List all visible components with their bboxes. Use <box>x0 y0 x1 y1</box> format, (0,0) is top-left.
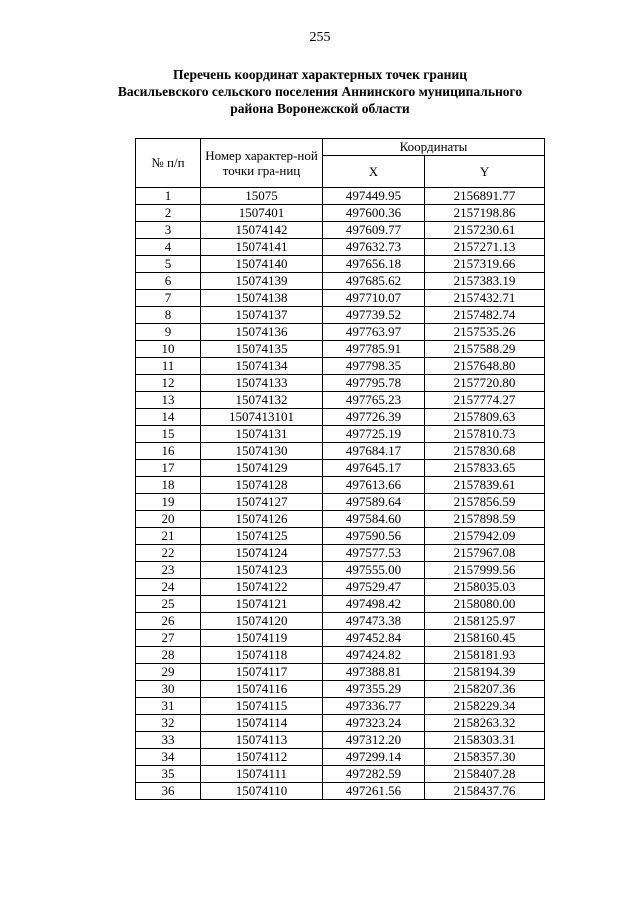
cell-y: 2157856.59 <box>425 494 545 511</box>
cell-y: 2157942.09 <box>425 528 545 545</box>
cell-row-number: 29 <box>136 664 201 681</box>
cell-x: 497388.81 <box>323 664 425 681</box>
cell-x: 497600.36 <box>323 205 425 222</box>
cell-point-number: 15074129 <box>201 460 323 477</box>
cell-row-number: 9 <box>136 324 201 341</box>
title-line: Васильевского сельского поселения Аннинского муниципального <box>117 84 523 99</box>
cell-x: 497336.77 <box>323 698 425 715</box>
cell-point-number: 1507413101 <box>201 409 323 426</box>
cell-y: 2158303.31 <box>425 732 545 749</box>
table-row <box>136 341 545 358</box>
cell-point-number: 15074132 <box>201 392 323 409</box>
table-row <box>136 205 545 222</box>
table-row <box>136 562 545 579</box>
table-row <box>136 749 545 766</box>
table-row <box>136 630 545 647</box>
cell-y: 2157482.74 <box>425 307 545 324</box>
cell-row-number: 4 <box>136 239 201 256</box>
header-coordinates: Координаты <box>323 139 545 156</box>
cell-y: 2158407.28 <box>425 766 545 783</box>
cell-row-number: 26 <box>136 613 201 630</box>
cell-row-number: 8 <box>136 307 201 324</box>
cell-row-number: 21 <box>136 528 201 545</box>
table-row <box>136 188 545 205</box>
cell-x: 497312.20 <box>323 732 425 749</box>
cell-y: 2158080.00 <box>425 596 545 613</box>
cell-x: 497684.17 <box>323 443 425 460</box>
table-row <box>136 239 545 256</box>
cell-point-number: 15074110 <box>201 783 323 800</box>
cell-y: 2157833.65 <box>425 460 545 477</box>
table-row <box>136 392 545 409</box>
cell-y: 2158194.39 <box>425 664 545 681</box>
cell-row-number: 11 <box>136 358 201 375</box>
cell-x: 497613.66 <box>323 477 425 494</box>
cell-x: 497795.78 <box>323 375 425 392</box>
cell-y: 2157432.71 <box>425 290 545 307</box>
cell-row-number: 16 <box>136 443 201 460</box>
cell-point-number: 15074127 <box>201 494 323 511</box>
cell-y: 2157839.61 <box>425 477 545 494</box>
cell-row-number: 6 <box>136 273 201 290</box>
cell-point-number: 15074131 <box>201 426 323 443</box>
table-row <box>136 698 545 715</box>
cell-point-number: 15074116 <box>201 681 323 698</box>
cell-x: 497261.56 <box>323 783 425 800</box>
cell-row-number: 34 <box>136 749 201 766</box>
cell-row-number: 12 <box>136 375 201 392</box>
cell-x: 497452.84 <box>323 630 425 647</box>
table-row <box>136 579 545 596</box>
cell-row-number: 7 <box>136 290 201 307</box>
table-row <box>136 596 545 613</box>
cell-y: 2158357.30 <box>425 749 545 766</box>
cell-row-number: 23 <box>136 562 201 579</box>
cell-y: 2158207.36 <box>425 681 545 698</box>
table-row <box>136 545 545 562</box>
cell-x: 497529.47 <box>323 579 425 596</box>
cell-x: 497739.52 <box>323 307 425 324</box>
cell-x: 497798.35 <box>323 358 425 375</box>
cell-x: 497299.14 <box>323 749 425 766</box>
cell-x: 497725.19 <box>323 426 425 443</box>
cell-row-number: 36 <box>136 783 201 800</box>
cell-point-number: 15075 <box>201 188 323 205</box>
table-row <box>136 511 545 528</box>
cell-x: 497765.23 <box>323 392 425 409</box>
coordinates-table <box>135 138 545 800</box>
cell-row-number: 13 <box>136 392 201 409</box>
title-line: района Воронежской области <box>230 101 410 116</box>
cell-x: 497282.59 <box>323 766 425 783</box>
cell-row-number: 17 <box>136 460 201 477</box>
cell-row-number: 14 <box>136 409 201 426</box>
cell-point-number: 15074122 <box>201 579 323 596</box>
table-row <box>136 256 545 273</box>
cell-row-number: 3 <box>136 222 201 239</box>
cell-x: 497584.60 <box>323 511 425 528</box>
cell-point-number: 15074123 <box>201 562 323 579</box>
cell-y: 2157898.59 <box>425 511 545 528</box>
header-x: X <box>323 156 425 188</box>
cell-x: 497609.77 <box>323 222 425 239</box>
cell-point-number: 15074125 <box>201 528 323 545</box>
cell-x: 497785.91 <box>323 341 425 358</box>
cell-point-number: 15074130 <box>201 443 323 460</box>
table-body <box>136 188 545 800</box>
cell-point-number: 15074133 <box>201 375 323 392</box>
cell-y: 2158035.03 <box>425 579 545 596</box>
table-row <box>136 732 545 749</box>
cell-point-number: 15074124 <box>201 545 323 562</box>
cell-y: 2157809.63 <box>425 409 545 426</box>
cell-row-number: 30 <box>136 681 201 698</box>
cell-x: 497449.95 <box>323 188 425 205</box>
table-row <box>136 324 545 341</box>
cell-point-number: 15074121 <box>201 596 323 613</box>
cell-y: 2157383.19 <box>425 273 545 290</box>
cell-x: 497656.18 <box>323 256 425 273</box>
table-row <box>136 460 545 477</box>
cell-y: 2157967.08 <box>425 545 545 562</box>
cell-point-number: 15074140 <box>201 256 323 273</box>
table-row <box>136 528 545 545</box>
cell-row-number: 25 <box>136 596 201 613</box>
table-row <box>136 477 545 494</box>
cell-point-number: 15074120 <box>201 613 323 630</box>
cell-x: 497726.39 <box>323 409 425 426</box>
cell-point-number: 15074115 <box>201 698 323 715</box>
cell-row-number: 1 <box>136 188 201 205</box>
cell-row-number: 28 <box>136 647 201 664</box>
table-row <box>136 409 545 426</box>
cell-point-number: 15074138 <box>201 290 323 307</box>
cell-y: 2157198.86 <box>425 205 545 222</box>
table-row <box>136 613 545 630</box>
cell-y: 2157648.80 <box>425 358 545 375</box>
cell-row-number: 27 <box>136 630 201 647</box>
cell-row-number: 22 <box>136 545 201 562</box>
cell-row-number: 35 <box>136 766 201 783</box>
cell-point-number: 15074112 <box>201 749 323 766</box>
cell-x: 497589.64 <box>323 494 425 511</box>
table-row <box>136 375 545 392</box>
cell-row-number: 2 <box>136 205 201 222</box>
cell-y: 2157588.29 <box>425 341 545 358</box>
table-row <box>136 715 545 732</box>
cell-y: 2157720.80 <box>425 375 545 392</box>
table-row <box>136 681 545 698</box>
cell-row-number: 33 <box>136 732 201 749</box>
cell-row-number: 24 <box>136 579 201 596</box>
cell-x: 497498.42 <box>323 596 425 613</box>
document-title <box>0 66 640 117</box>
cell-point-number: 15074117 <box>201 664 323 681</box>
table-row <box>136 222 545 239</box>
cell-point-number: 15074139 <box>201 273 323 290</box>
table-row <box>136 647 545 664</box>
cell-point-number: 15074142 <box>201 222 323 239</box>
table-row <box>136 273 545 290</box>
cell-point-number: 15074118 <box>201 647 323 664</box>
cell-point-number: 15074134 <box>201 358 323 375</box>
cell-x: 497555.00 <box>323 562 425 579</box>
cell-point-number: 15074111 <box>201 766 323 783</box>
cell-y: 2158181.93 <box>425 647 545 664</box>
table-row <box>136 494 545 511</box>
cell-y: 2157999.56 <box>425 562 545 579</box>
cell-x: 497685.62 <box>323 273 425 290</box>
cell-y: 2156891.77 <box>425 188 545 205</box>
cell-y: 2157230.61 <box>425 222 545 239</box>
cell-y: 2158263.32 <box>425 715 545 732</box>
table-row <box>136 307 545 324</box>
cell-row-number: 5 <box>136 256 201 273</box>
table-row <box>136 290 545 307</box>
cell-point-number: 15074113 <box>201 732 323 749</box>
cell-row-number: 32 <box>136 715 201 732</box>
cell-x: 497424.82 <box>323 647 425 664</box>
cell-row-number: 20 <box>136 511 201 528</box>
table-row <box>136 766 545 783</box>
header-point-number: Номер характер-ной точки гра-ниц <box>201 139 323 188</box>
table-header <box>136 139 545 188</box>
cell-y: 2158125.97 <box>425 613 545 630</box>
table-row <box>136 443 545 460</box>
cell-row-number: 31 <box>136 698 201 715</box>
cell-x: 497645.17 <box>323 460 425 477</box>
cell-point-number: 15074135 <box>201 341 323 358</box>
cell-x: 497763.97 <box>323 324 425 341</box>
cell-point-number: 15074137 <box>201 307 323 324</box>
table-row <box>136 358 545 375</box>
cell-point-number: 1507401 <box>201 205 323 222</box>
cell-y: 2157774.27 <box>425 392 545 409</box>
cell-y: 2157319.66 <box>425 256 545 273</box>
cell-row-number: 10 <box>136 341 201 358</box>
cell-y: 2157535.26 <box>425 324 545 341</box>
cell-point-number: 15074136 <box>201 324 323 341</box>
cell-x: 497355.29 <box>323 681 425 698</box>
cell-x: 497632.73 <box>323 239 425 256</box>
cell-y: 2158437.76 <box>425 783 545 800</box>
table-row <box>136 783 545 800</box>
cell-x: 497710.07 <box>323 290 425 307</box>
cell-x: 497577.53 <box>323 545 425 562</box>
cell-y: 2158229.34 <box>425 698 545 715</box>
table-row <box>136 664 545 681</box>
page-number: 255 <box>309 30 331 45</box>
cell-point-number: 15074141 <box>201 239 323 256</box>
header-row-number: № п/п <box>136 139 201 188</box>
title-line: Перечень координат характерных точек границ <box>172 67 468 82</box>
cell-point-number: 15074114 <box>201 715 323 732</box>
cell-row-number: 19 <box>136 494 201 511</box>
cell-y: 2158160.45 <box>425 630 545 647</box>
cell-point-number: 15074126 <box>201 511 323 528</box>
cell-point-number: 15074128 <box>201 477 323 494</box>
cell-y: 2157810.73 <box>425 426 545 443</box>
header-y: Y <box>425 156 545 188</box>
cell-y: 2157830.68 <box>425 443 545 460</box>
cell-x: 497473.38 <box>323 613 425 630</box>
cell-point-number: 15074119 <box>201 630 323 647</box>
table-row <box>136 426 545 443</box>
cell-row-number: 15 <box>136 426 201 443</box>
cell-x: 497323.24 <box>323 715 425 732</box>
cell-row-number: 18 <box>136 477 201 494</box>
cell-x: 497590.56 <box>323 528 425 545</box>
cell-y: 2157271.13 <box>425 239 545 256</box>
